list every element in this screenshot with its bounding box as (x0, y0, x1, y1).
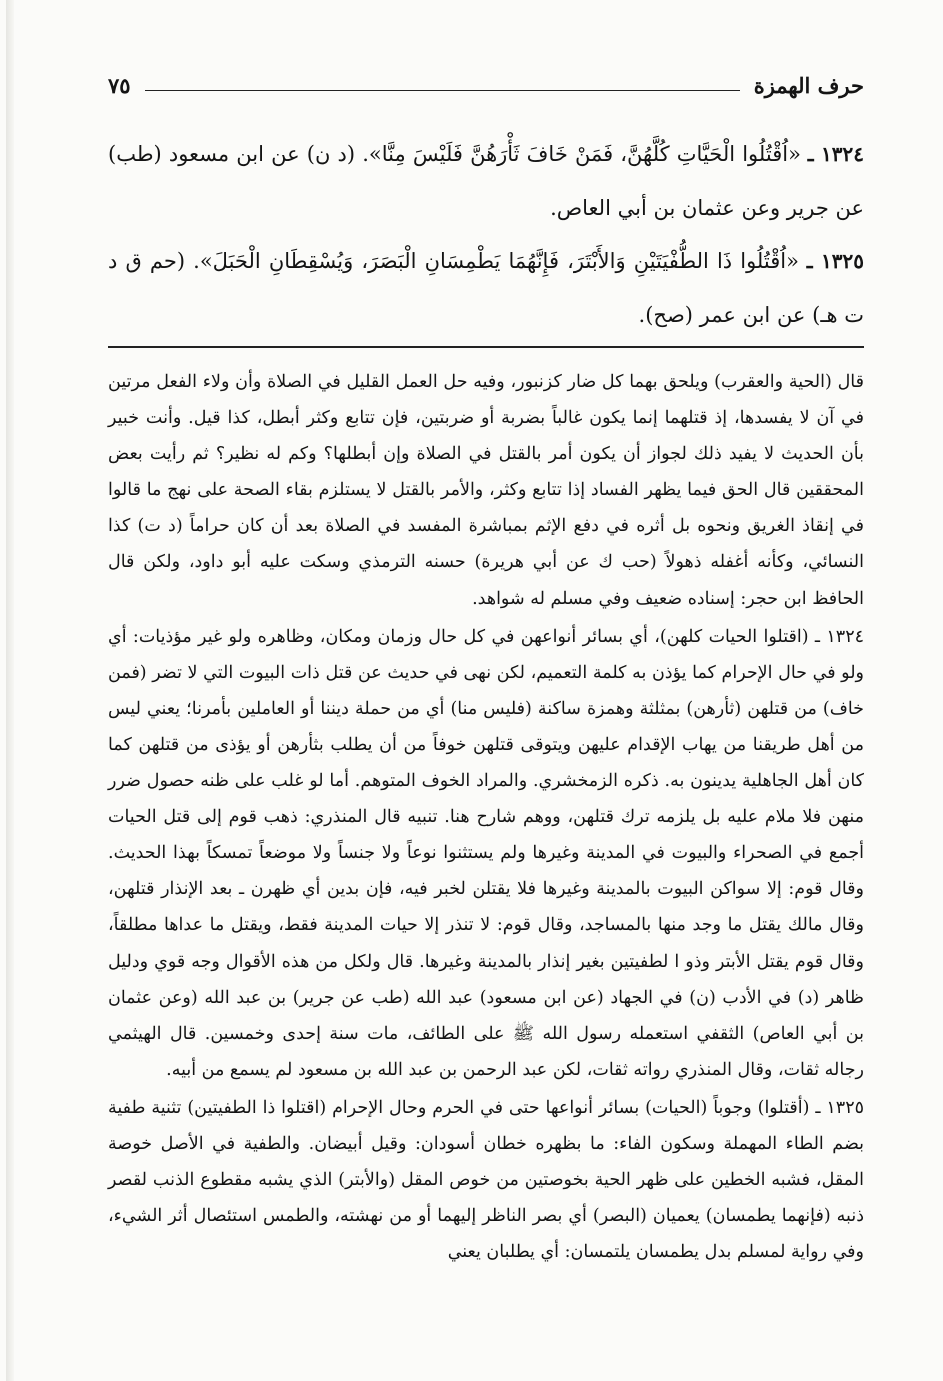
hadith-number: ١٣٢٤ ـ (807, 142, 865, 166)
hadith-text-section (108, 128, 864, 342)
hadith-text: «اُقْتُلُوا ذَا الطُّفْيَتَيْنِ وَالأَبْتَرَ، فَإِنَّهُمَا يَطْمِسَانِ الْبَصَرَ، وَيُسْقِطَانِ الْحَبَلَ». (حم ق د ت هـ) عن ابن عمر (صح). (108, 249, 864, 327)
header-rule (145, 90, 740, 91)
hadith-entry (108, 128, 864, 235)
hadith-entry (108, 235, 864, 342)
commentary-paragraph: قال (الحية والعقرب) ويلحق بهما كل ضار كزنبور، وفيه حل العمل القليل في الصلاة وأن ولاء الفعل مرتين في آن لا يفسدها، إذ قتلهما إنما يكون غالباً بضربة أو ضربتين، فإن تتابع وكثر أبطل، كذا قيل. وأنت خبير بأن الحديث لا يفيد ذلك لجواز أن يكون أمر بالقتل في الصلاة وإن أبطلها؟ وكم له نظير؟ ثم رأيت بعض المحققين قال الحق فيما يظهر الفساد إذا تتابع وكثر، والأمر بالقتل لا يستلزم بقاء الصحة على نهج ما قالوا في إنقاذ الغريق ونحوه بل أثره في دفع الإثم بمباشرة المفسد في الصلاة بعد أن كان حراماً (د ت) كذا النسائي، وكأنه أغفله ذهولاً (حب ك عن أبي هريرة) حسنه الترمذي وسكت عليه أبو داود، ولكن قال الحافظ ابن حجر: إسناده ضعيف وفي مسلم له شواهد. (108, 372, 864, 609)
scan-edge-shadow (6, 0, 14, 1381)
hadith-text: «اُقْتُلُوا الْحَيَّاتِ كُلَّهُنَّ، فَمَنْ خَافَ ثَأْرَهُنَّ فَلَيْسَ مِنَّا». (د ن) عن ابن مسعود (طب) عن جرير وعن عثمان بن أبي العاص. (108, 142, 864, 220)
page-number: ٧٥ (108, 72, 131, 98)
hadith-number: ١٣٢٥ ـ (806, 249, 865, 273)
section-divider (108, 346, 864, 348)
commentary-paragraph: ١٣٢٥ ـ (أقتلوا) وجوباً (الحيات) بسائر أنواعها حتى في الحرم وحال الإحرام (اقتلوا ذا الطفيتين) تثنية طفية بضم الطاء المهملة وسكون الفاء: ما بظهره خطان أسودان: وقيل أبيضان. والطفية في الأصل خوصة المقل، فشبه الخطين على ظهر الحية بخوصتين من خوص المقل (والأبتر) الذي يشبه مقطوع الذنب لقصر ذنبه (فإنهما يطمسان) يعميان (البصر) أي بصر الناظر إليهما أو من نهشته، والطمس استئصال أثر الشيء، وفي رواية لمسلم بدل يطمسان يلتمسان: أي يطلبان يعني (108, 1097, 864, 1263)
commentary-paragraph: ١٣٢٤ ـ (اقتلوا الحيات كلهن)، أي بسائر أنواعهن في كل حال وزمان ومكان، وظاهره ولو غير مؤذيات: أي ولو في حال الإحرام كما يؤذن به كلمة التعميم، لكن نهى في حديث عن قتل ذات البيوت التي لا تضر (فمن خاف) من قتلهن (ثأرهن) بمثلثة وهمزة ساكنة (فليس منا) أي من حملة ديننا أو العاملين بأمرنا؛ يعني ليس من أهل طريقنا من يهاب الإقدام عليهن ويتوقى قتلهن خوفاً من أن يطلب بثأرهن أو يؤذى من قتلهن كما كان أهل الجاهلية يدينون به. ذكره الزمخشري. والمراد الخوف المتوهم. أما لو غلب على ظنه حصول ضرر منهن فلا ملام عليه بل يلزمه ترك قتلهن، ووهم شارح هنا. تنبيه قال المنذري: ذهب قوم إلى قتل الحيات أجمع في الصحراء والبيوت في المدينة وغيرها ولم يستثنوا نوعاً ولا جنساً ولا موضعاً تمسكاً بهذا الحديث. وقال قوم: إلا سواكن البيوت بالمدينة وغيرها فلا يقتلن لخبر فيه، فإن بدين أي ظهرن ـ بعد الإنذار قتلهن، وقال مالك يقتل ما وجد منها بالمساجد، وقال قوم: لا تنذر إلا حيات المدينة فقط، ويقتل ما عداها مطلقاً، وقال قوم يقتل الأبتر وذو ا لطفيتين بغير إنذار بالمدينة وغيرها. قال ولكل من هذه الأقوال وجه قوي ودليل ظاهر (د) في الأدب (ن) في الجهاد (عن ابن مسعود) عبد الله (طب عن جرير) بن عبد الله (وعن عثمان بن أبي العاص) الثقفي استعمله رسول الله ﷺ على الطائف، مات سنة إحدى وخمسين. قال الهيثمي رجاله ثقات، وقال المنذري رواته ثقات، لكن عبد الرحمن بن عبد الله بن مسعود لم يسمع من أبيه. (108, 626, 864, 1080)
page-header (108, 68, 864, 102)
commentary-section (108, 364, 864, 1270)
chapter-title: حرف الهمزة (753, 72, 864, 98)
